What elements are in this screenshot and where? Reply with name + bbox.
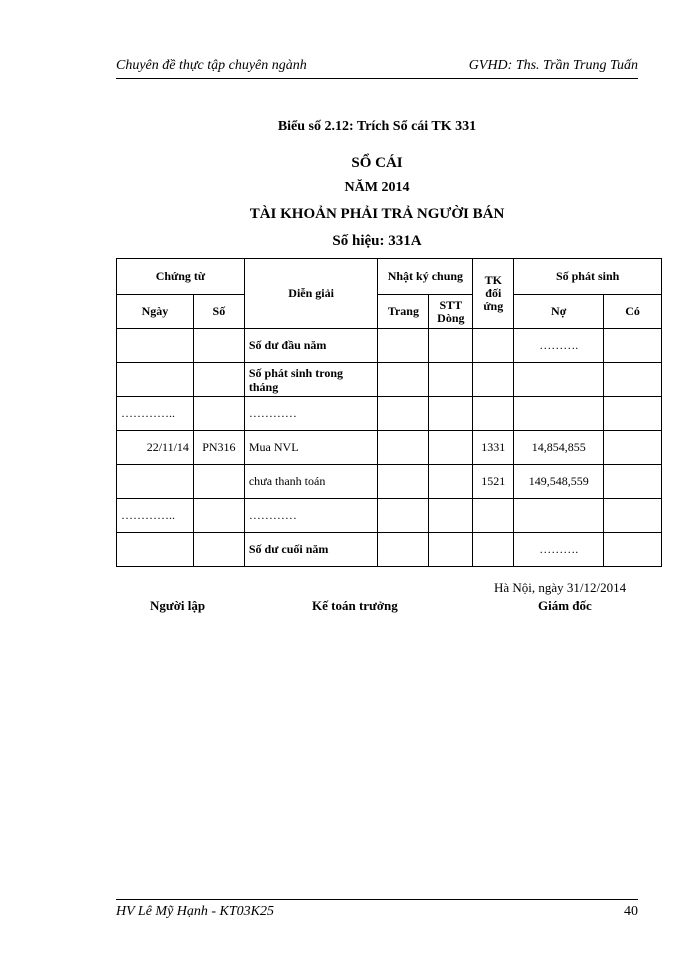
signature-preparer: Người lập <box>150 598 206 613</box>
cell-stt <box>429 431 473 465</box>
cell-stt <box>429 533 473 567</box>
cell-dien-giai: ………… <box>244 499 378 533</box>
cell-stt <box>429 397 473 431</box>
cell-no <box>514 397 604 431</box>
header-row-2 <box>117 295 662 329</box>
signature-director: Giám đốc <box>538 598 592 613</box>
ledger-table <box>116 258 662 567</box>
cell-tk <box>473 533 514 567</box>
running-header <box>116 56 638 79</box>
cell-no <box>514 363 604 397</box>
cell-trang <box>378 397 429 431</box>
footer-author: HV Lê Mỹ Hạnh - KT03K25 <box>116 904 275 919</box>
header-ngay: Ngày <box>117 295 194 329</box>
table-row <box>117 397 662 431</box>
header-no: Nợ <box>514 295 604 329</box>
cell-so <box>193 363 244 397</box>
cell-dien-giai: chưa thanh toán <box>244 465 378 499</box>
cell-stt <box>429 465 473 499</box>
cell-no: ………. <box>514 329 604 363</box>
table-row <box>117 431 662 465</box>
cell-trang <box>378 533 429 567</box>
title-block <box>116 112 638 254</box>
cell-ngay: ………….. <box>117 499 194 533</box>
cell-dien-giai: Số phát sinh trong tháng <box>244 363 378 397</box>
table-row <box>117 329 662 363</box>
account-code: Số hiệu: 331A <box>332 233 422 249</box>
cell-so: PN316 <box>193 431 244 465</box>
book-title: SỔ CÁI <box>351 155 403 171</box>
table-row <box>117 499 662 533</box>
cell-tk: 1331 <box>473 431 514 465</box>
cell-dien-giai: Mua NVL <box>244 431 378 465</box>
cell-co <box>604 499 662 533</box>
cell-tk <box>473 329 514 363</box>
cell-so <box>193 397 244 431</box>
year-title: NĂM 2014 <box>344 180 410 195</box>
cell-no: 14,854,855 <box>514 431 604 465</box>
cell-tk <box>473 397 514 431</box>
header-nhat-ky-chung: Nhật ký chung <box>378 259 473 295</box>
cell-so <box>193 533 244 567</box>
cell-so <box>193 499 244 533</box>
cell-ngay <box>117 533 194 567</box>
header-chung-tu: Chứng từ <box>117 259 245 295</box>
signature-chief-accountant: Kế toán trưởng <box>312 598 398 613</box>
table-row <box>117 465 662 499</box>
cell-co <box>604 465 662 499</box>
cell-co <box>604 397 662 431</box>
header-dien-giai: Diễn giải <box>244 259 378 329</box>
cell-no <box>514 499 604 533</box>
cell-so <box>193 465 244 499</box>
cell-co <box>604 329 662 363</box>
cell-tk: 1521 <box>473 465 514 499</box>
header-trang: Trang <box>378 295 429 329</box>
cell-ngay <box>117 329 194 363</box>
table-row <box>117 363 662 397</box>
cell-trang <box>378 465 429 499</box>
cell-trang <box>378 431 429 465</box>
cell-co <box>604 533 662 567</box>
table-caption: Biểu số 2.12: Trích Sổ cái TK 331 <box>277 119 477 134</box>
page-number: 40 <box>624 904 638 919</box>
cell-ngay <box>117 465 194 499</box>
running-footer <box>116 899 638 922</box>
cell-trang <box>378 363 429 397</box>
cell-dien-giai: Số dư cuối năm <box>244 533 378 567</box>
account-title: TÀI KHOẢN PHẢI TRẢ NGƯỜI BÁN <box>249 206 505 222</box>
cell-stt <box>429 499 473 533</box>
cell-co <box>604 431 662 465</box>
signing-date: Hà Nội, ngày 31/12/2014 <box>494 580 627 595</box>
table-row <box>117 533 662 567</box>
cell-co <box>604 363 662 397</box>
header-co: Có <box>604 295 662 329</box>
cell-so <box>193 329 244 363</box>
header-stt-dong: STT Dòng <box>429 295 473 329</box>
cell-trang <box>378 329 429 363</box>
cell-trang <box>378 499 429 533</box>
header-row-1 <box>117 259 662 295</box>
cell-stt <box>429 363 473 397</box>
cell-dien-giai: ………… <box>244 397 378 431</box>
header-course-title: Chuyên đề thực tập chuyên ngành <box>116 58 307 73</box>
cell-ngay <box>117 363 194 397</box>
cell-ngay: ………….. <box>117 397 194 431</box>
header-tk-doi-ung: TK đối ứng <box>473 259 514 329</box>
cell-dien-giai: Số dư đầu năm <box>244 329 378 363</box>
header-so: Số <box>193 295 244 329</box>
cell-stt <box>429 329 473 363</box>
cell-ngay: 22/11/14 <box>117 431 194 465</box>
cell-no: 149,548,559 <box>514 465 604 499</box>
cell-no: ………. <box>514 533 604 567</box>
cell-tk <box>473 499 514 533</box>
header-so-phat-sinh: Số phát sinh <box>514 259 662 295</box>
header-instructor: GVHD: Ths. Trần Trung Tuấn <box>468 58 638 73</box>
cell-tk <box>473 363 514 397</box>
